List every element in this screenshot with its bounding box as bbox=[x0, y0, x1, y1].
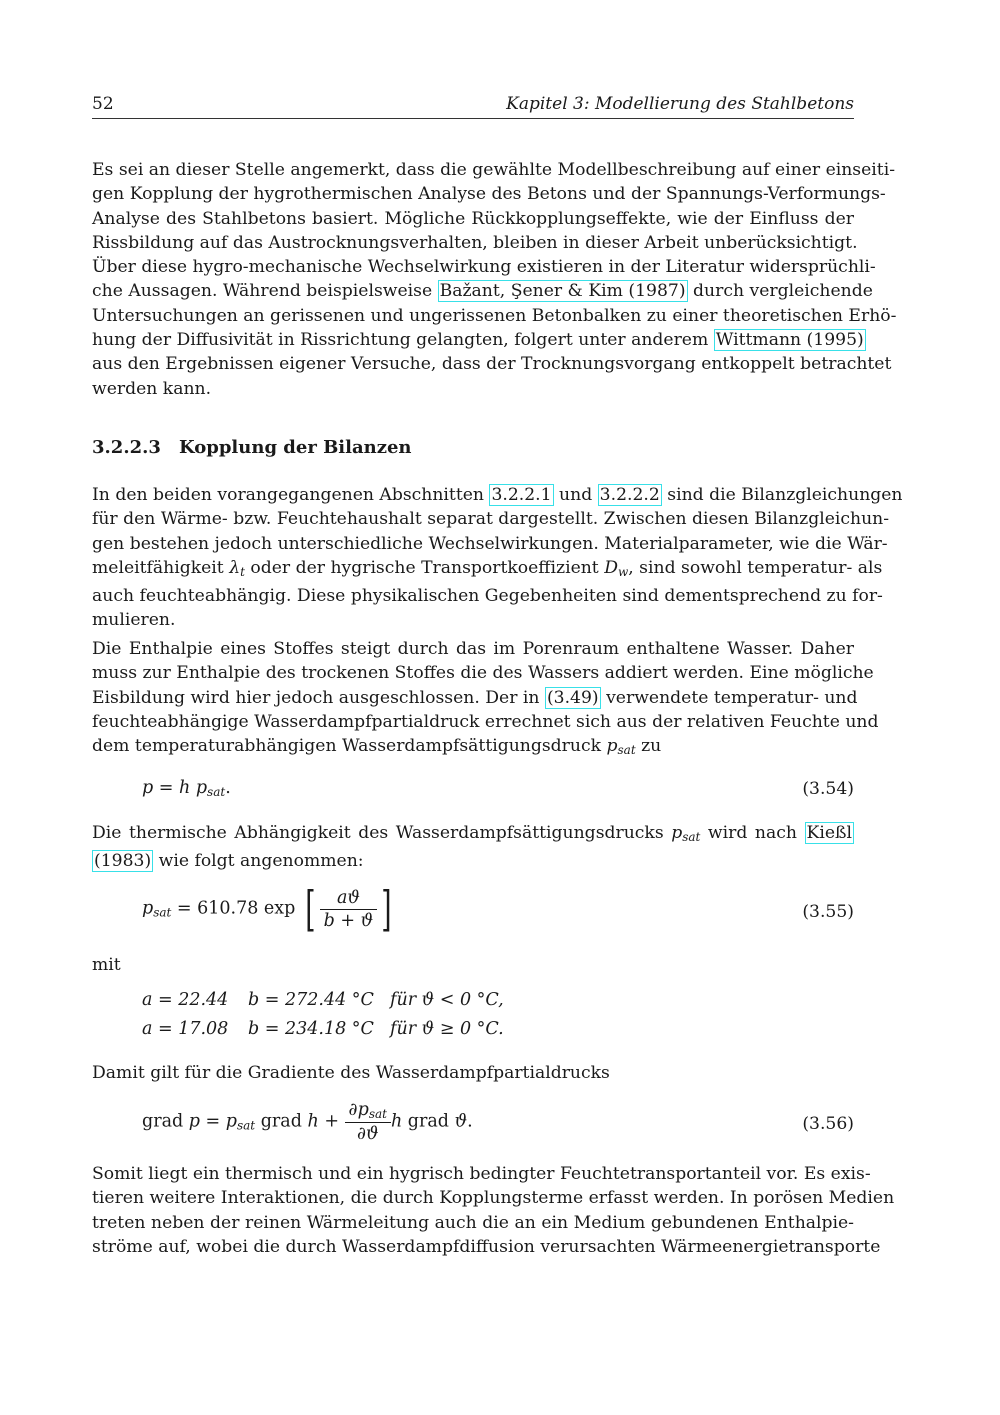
text-line: Eisbildung wird hier jedoch ausgeschlossen. Der in (3.49) verwendete temperatur- und bbox=[92, 687, 858, 708]
text-line: auch feuchteabhängig. Diese physikalischen Gegebenheiten sind dementsprechend zu for- bbox=[92, 586, 883, 607]
parameter-row: a = 17.08 b = 234.18 °C für ϑ ≥ 0 °C. bbox=[142, 1019, 504, 1039]
citation-link-bazant[interactable]: Bažant, Şener & Kim (1987) bbox=[439, 281, 686, 302]
fraction: $\frac{\partial p_{sat}}{\partial ϑ}$ bbox=[345, 1100, 391, 1144]
text-line: hung der Diffusivität in Rissrichtung gelangten, folgert unter anderem Wittmann (1995) bbox=[92, 330, 864, 351]
left-bracket-icon: [ bbox=[305, 881, 316, 937]
text-line: che Aussagen. Während beispielsweise Bažant, Şener & Kim (1987) durch vergleichende bbox=[92, 281, 873, 302]
paragraph-2 bbox=[92, 483, 903, 633]
text-line: für den Wärme- bzw. Feuchtehaushalt separat dargestellt. Zwischen diesen Bilanzgleichun- bbox=[92, 509, 890, 530]
page-header bbox=[92, 94, 854, 119]
chapter-title: Kapitel 3: Modellierung des Stahlbetons bbox=[506, 94, 854, 114]
text-line: Analyse des Stahlbetons basiert. Mögliche Rückkopplungseffekte, wie der Einfluss der bbox=[92, 208, 854, 229]
section-heading bbox=[92, 437, 411, 458]
citation-link-kiessl-year[interactable]: (1983) bbox=[94, 851, 152, 872]
parameter-row: a = 22.44 b = 272.44 °C für ϑ < 0 °C, bbox=[142, 990, 504, 1010]
page-number: 52 bbox=[92, 94, 114, 114]
section-number: 3.2.2.3 bbox=[92, 437, 161, 458]
text-line: Die Enthalpie eines Stoffes steigt durch das im Porenraum enthaltene Wasser. Daher bbox=[92, 639, 854, 659]
citation-link-wittmann[interactable]: Wittmann (1995) bbox=[715, 330, 864, 351]
equation-number: (3.56) bbox=[802, 1114, 854, 1134]
equation-number: (3.55) bbox=[802, 902, 854, 922]
text-line: dem temperaturabhängigen Wasserdampfsättigungsdruck $p_{sat}$ zu bbox=[92, 736, 662, 758]
section-link-3-2-2-1[interactable]: 3.2.2.1 bbox=[491, 485, 552, 505]
right-bracket-icon: ] bbox=[381, 881, 392, 937]
text-line: gen Kopplung der hygrothermischen Analyse des Betons und der Spannungs-Verformungs- bbox=[92, 184, 886, 205]
paragraph-1 bbox=[92, 158, 897, 401]
text-line: Untersuchungen an gerissenen und ungerissenen Betonbalken zu einer theoretischen Erhö- bbox=[92, 305, 897, 326]
text-line: treten neben der reinen Wärmeleitung auch die an ein Medium gebundenen Enthalpie- bbox=[92, 1212, 854, 1233]
text-line: meleitfähigkeit $\lambda_t$ oder der hygrische Transportkoeffizient $D_w$, sind sowohl temperatur- als bbox=[92, 557, 883, 579]
paragraph-6 bbox=[92, 1162, 895, 1259]
text-line: feuchteabhängige Wasserdampfpartialdruck errechnet sich aus der relativen Feuchte und bbox=[92, 711, 879, 732]
text-line: Es sei an dieser Stelle angemerkt, dass die gewählte Modellbeschreibung auf einer einseiti- bbox=[92, 160, 896, 180]
text-line: muss zur Enthalpie des trockenen Stoffes die des Wassers addiert werden. Eine mögliche bbox=[92, 663, 874, 684]
equation-number: (3.54) bbox=[802, 779, 854, 799]
equation-3-54: p = h $p_{sat}$. bbox=[142, 778, 231, 799]
equation-3-56: grad $p = p_{sat}$ grad h + $\frac{\partial p_{sat}}{\partial ϑ}$ h grad ϑ. bbox=[142, 1100, 473, 1144]
paragraph-5: Damit gilt für die Gradiente des Wasserdampfpartialdrucks bbox=[92, 1063, 610, 1083]
text-line: In den beiden vorangegangenen Abschnitten 3.2.2.1 und 3.2.2.2 sind die Bilanzgleichungen bbox=[92, 485, 903, 505]
text-line: mulieren. bbox=[92, 610, 176, 631]
section-title: Kopplung der Bilanzen bbox=[179, 437, 412, 458]
paragraph-3 bbox=[92, 637, 879, 762]
text-line: Über diese hygro-mechanische Wechselwirkung existieren in der Literatur widersprüchli- bbox=[92, 257, 876, 278]
text-line: (1983) wie folgt angenommen: bbox=[94, 851, 364, 872]
text-line: aus den Ergebnissen eigener Versuche, dass der Trocknungsvorgang entkoppelt betrachtet bbox=[92, 354, 892, 375]
text-line: Somit liegt ein thermisch und ein hygrisch bedingter Feuchtetransportanteil vor. Es exis- bbox=[92, 1164, 871, 1184]
fraction: $\frac{aϑ}{b + ϑ}$ bbox=[320, 888, 378, 931]
text-line: werden kann. bbox=[92, 378, 212, 399]
section-link-3-2-2-2[interactable]: 3.2.2.2 bbox=[599, 485, 660, 505]
citation-link-kiessl[interactable]: Kießl bbox=[806, 823, 852, 843]
paragraph-4 bbox=[92, 821, 854, 874]
equation-link-3-49[interactable]: (3.49) bbox=[546, 687, 599, 708]
equation-3-55: $p_{sat} = 610.78$ exp [ $\frac{aϑ}{b + ϑ}$ ] bbox=[142, 881, 392, 937]
text-line: gen bestehen jedoch unterschiedliche Wechselwirkungen. Materialparameter, wie die Wär- bbox=[92, 533, 888, 554]
text-line: tieren weitere Interaktionen, die durch Kopplungsterme erfasst werden. In porösen Medien bbox=[92, 1188, 895, 1209]
text-line: Rissbildung auf das Austrocknungsverhalten, bleiben in dieser Arbeit unberücksichtigt. bbox=[92, 232, 858, 253]
mit-label: mit bbox=[92, 955, 121, 975]
text-line: ströme auf, wobei die durch Wasserdampfdiffusion verursachten Wärmeenergietransporte bbox=[92, 1236, 881, 1257]
text-line: Die thermische Abhängigkeit des Wasserdampfsättigungsdrucks $p_{sat}$ wird nach Kießl bbox=[92, 823, 852, 844]
